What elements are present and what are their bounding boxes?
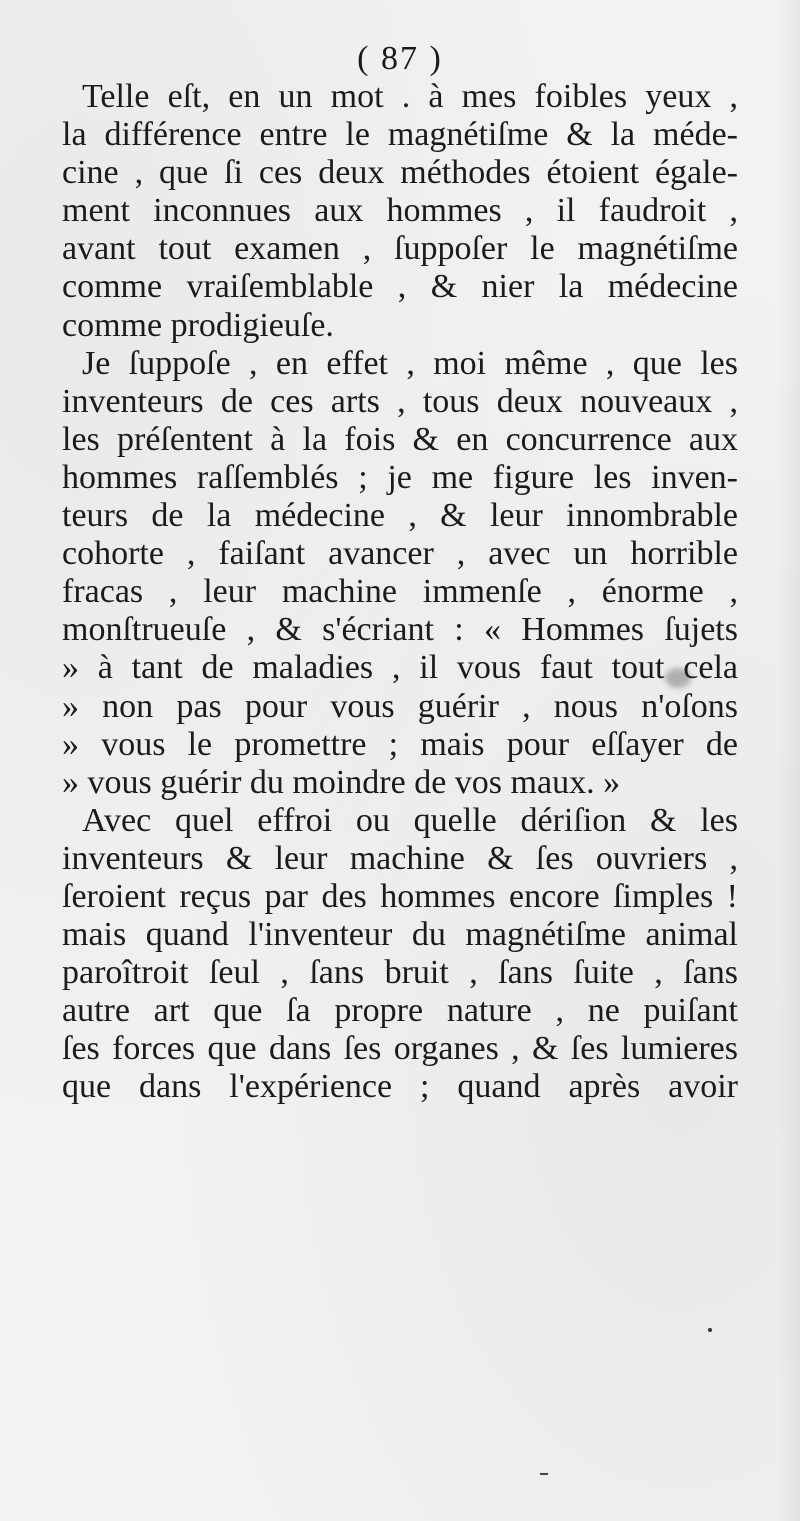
text-line: ſeroient reçus par des hommes encore ſimples !: [62, 877, 738, 915]
text-line: inventeurs & leur machine & ſes ouvriers ,: [62, 839, 738, 877]
text-line: Je ſuppoſe , en effet , moi même , que les: [82, 344, 738, 382]
text-line: comme vraiſemblable , & nier la médecine: [62, 268, 738, 306]
text-line: » à tant de maladies , il vous faut tout cela: [62, 649, 738, 687]
text-line: fracas , leur machine immenſe , énorme ,: [62, 573, 738, 611]
text-line: cohorte , faiſant avancer , avec un horrible: [62, 535, 738, 573]
text-line: cine , que ſi ces deux méthodes étoient égale-: [62, 154, 738, 192]
text-line: autre art que ſa propre nature , ne puiſant: [62, 992, 738, 1030]
text-line: ſes forces que dans ſes organes , & ſes lumieres: [62, 1030, 738, 1068]
text-line: teurs de la médecine , & leur innombrable: [62, 497, 738, 535]
text-line: les préſentent à la fois & en concurrence aux: [62, 420, 738, 458]
text-line: » vous le promettre ; mais pour eſſayer de: [62, 725, 738, 763]
text-line: ment inconnues aux hommes , il faudroit ,: [62, 192, 738, 230]
ink-speck: [708, 1328, 712, 1332]
text-line: Avec quel effroi ou quelle dériſion & les: [82, 801, 738, 839]
text-line: que dans l'expérience ; quand après avoir: [62, 1068, 738, 1106]
ink-stain: [665, 668, 691, 688]
text-line: mais quand l'inventeur du magnétiſme animal: [62, 916, 738, 954]
text-line: » vous guérir du moindre de vos maux. »: [62, 763, 621, 801]
text-line: Telle eſt, en un mot . à mes foibles yeux ,: [82, 78, 738, 115]
body-text: [62, 78, 738, 1107]
text-line: inventeurs de ces arts , tous deux nouveaux ,: [62, 382, 738, 420]
text-line: la différence entre le magnétiſme & la méde-: [62, 116, 738, 154]
page-number: ( 87 ): [357, 40, 443, 77]
page-edge-shadow: [778, 0, 800, 1521]
text-line: monſtrueuſe , & s'écriant : « Hommes ſujets: [62, 611, 738, 649]
text-line: » non pas pour vous guérir , nous n'oſons: [62, 687, 738, 725]
ink-speck: [540, 1473, 548, 1475]
text-line: hommes raſſemblés ; je me figure les inven-: [62, 458, 738, 496]
text-line: avant tout examen , ſuppoſer le magnétiſme: [62, 230, 738, 268]
text-line: paroîtroit ſeul , ſans bruit , ſans ſuite , ſans: [62, 954, 738, 992]
text-line: comme prodigieuſe.: [62, 306, 334, 344]
